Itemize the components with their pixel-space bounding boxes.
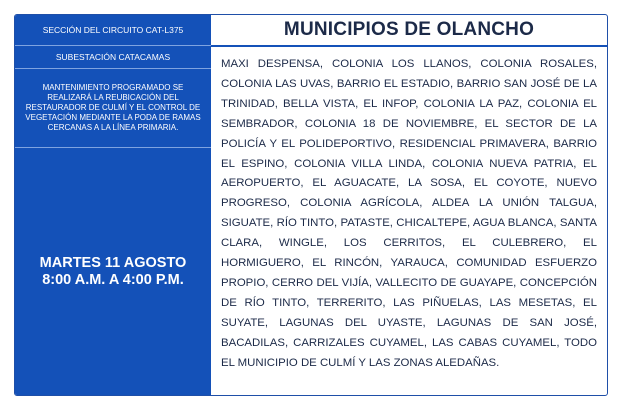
schedule-time: 8:00 A.M. A 4:00 P.M. — [42, 271, 184, 288]
schedule-date: MARTES 11 AGOSTO — [39, 254, 187, 271]
title-underline — [211, 45, 607, 47]
areas-panel — [211, 15, 607, 395]
affected-areas-list: MAXI DESPENSA, COLONIA LOS LLANOS, COLONIA ROSALES, COLONIA LAS UVAS, BARRIO EL ESTADIO, BARRIO SAN JOSÉ DE LA TRINIDAD, BELLA VISTA, EL INFOP, COLONIA LA PAZ, COLONIA EL SEMBRADOR, COLONIA 18 DE NOVIEMBRE, EL SECTOR DE LA POLICÍA Y EL POLIDEPORTIVO, RESIDENCIAL PRIMAVERA, BARRIO EL ESPINO, COLONIA VILLA LINDA, COLONIA NUEVA PATRIA, EL AEROPUERTO, EL AGUACATE, LA SOSA, EL COYOTE, NUEVO PROGRESO, COLONIA AGRÍCOLA, ALDEA LA UNIÓN TALGUA, SIGUATE, RÍO TINTO, PATASTE, CHICALTEPE, AGUA BLANCA, SANTA CLARA, WINGLE, LOS CERRITOS, EL CULEBRERO, EL HORMIGUERO, EL RINCÓN, YARAUCA, COMUNIDAD ESFUERZO PROPIO, CERRO DEL VIJÍA, VALLECITO DE GUAYAPE, CONCEPCIÓN DE RÍO TINTO, TERRERITO, LAS PIÑUELAS, LAS MESETAS, EL SUYATE, LAGUNAS DEL UYASTE, LAGUNAS DE SAN JOSÉ, BACADILAS, CARRIZALES CUYAMEL, LAS CABAS CUYAMEL, TODO EL MUNICIPIO DE CULMÍ Y LAS ZONAS ALEDAÑAS. — [221, 58, 597, 369]
outage-notice-card — [14, 14, 608, 396]
substation-label: SUBESTACIÓN CATACAMAS — [55, 52, 171, 62]
circuit-section-label: SECCIÓN DEL CIRCUITO CAT-L375 — [42, 25, 184, 35]
municipality-title: MUNICIPIOS DE OLANCHO — [283, 19, 535, 40]
schedule-panel — [15, 15, 211, 395]
schedule-block — [15, 148, 211, 395]
maintenance-description: MANTENIMIENTO PROGRAMADO SE REALIZARÁ LA REUBICACIÓN DEL RESTAURADOR DE CULMÍ Y EL CONTROL DE VEGETACIÓN MEDIANTE LA PODA DE RAMAS CERCANAS A LA LÍNEA PRIMARIA. — [25, 83, 201, 132]
